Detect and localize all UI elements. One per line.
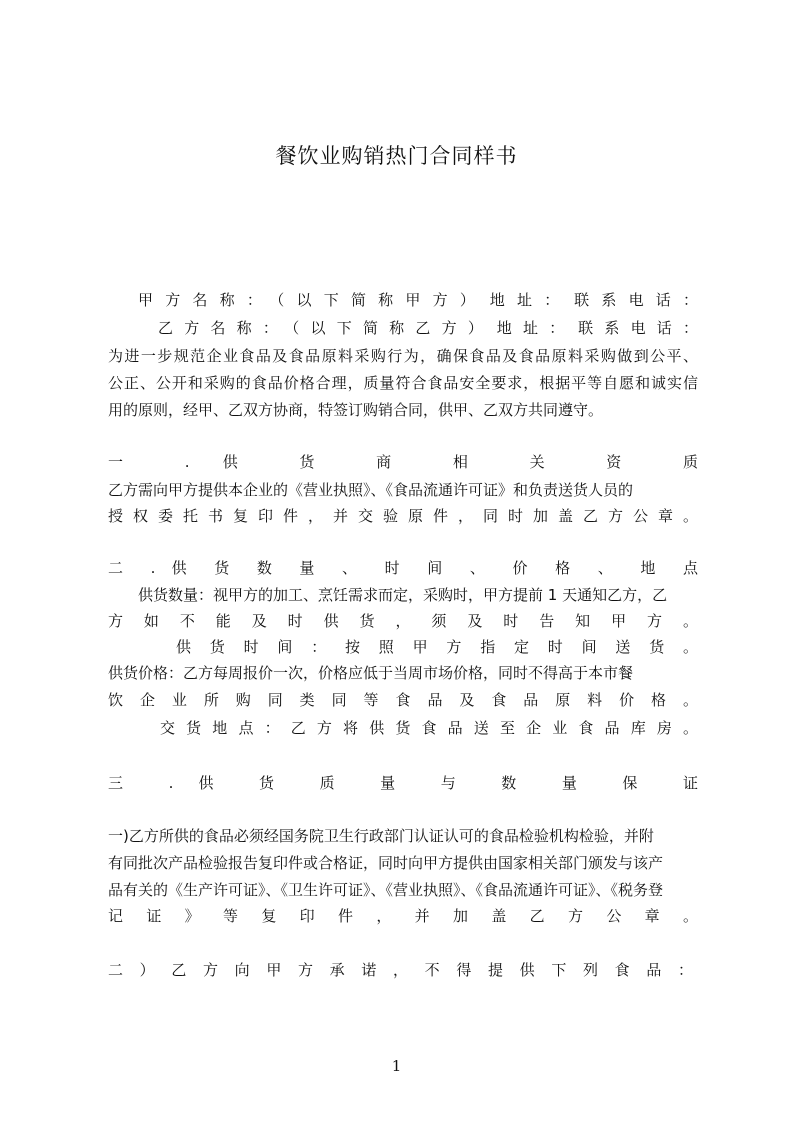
party-a-line: 甲 方 名 称 ： （ 以 下 简 称 甲 方 ） 地 址 ： 联 系 电 话 ：	[138, 291, 698, 309]
section-3-line: 记 证 》 等 复 印 件 ， 并 加 盖 乙 方 公 章 。	[108, 907, 698, 925]
section-2-line: 供货数量：视甲方的加工、烹饪需求而定，采购时，甲方提前 1 天通知乙方，乙	[138, 586, 668, 604]
section-2-line: 饮 企 业 所 购 同 类 同 等 食 品 及 食 品 原 料 价 格 。	[108, 691, 698, 709]
section-2-line: 供 货 时 间 ： 按 照 甲 方 指 定 时 间 送 货 。	[176, 638, 698, 656]
section-3-heading: 三 . 供 货 质 量 与 数 量 保 证	[108, 774, 698, 792]
section-2-heading: 二 . 供 货 数 量 、 时 间 、 价 格 、 地 点	[108, 559, 698, 577]
intro-line: 公正、公开和采购的食品价格合理，质量符合食品安全要求，根据平等自愿和诚实信	[108, 374, 698, 392]
intro-line: 为进一步规范企业食品及食品原料采购行为，确保食品及食品原料采购做到公平、	[108, 347, 698, 365]
section-1-line: 授 权 委 托 书 复 印 件 ， 并 交 验 原 件 ， 同 时 加 盖 乙 方 公 章 。	[108, 507, 698, 525]
section-2-line: 方 如 不 能 及 时 供 货 ， 须 及 时 告 知 甲 方 。	[108, 612, 698, 630]
section-3-line: 有同批次产品检验报告复印件或合格证，同时向甲方提供由国家相关部门颁发与该产	[108, 854, 664, 872]
page-number: 1	[391, 1057, 402, 1075]
section-2-line: 供货价格：乙方每周报价一次，价格应低于当周市场价格，同时不得高于本市餐	[108, 664, 634, 682]
party-b-line: 乙 方 名 称 ： （ 以 下 简 称 乙 方 ） 地 址 ： 联 系 电 话 ：	[158, 319, 698, 337]
section-1-line: 乙方需向甲方提供本企业的《营业执照》、《食品流通许可证》和负责送货人员的	[108, 481, 634, 499]
intro-line: 用的原则，经甲、乙双方协商，特签订购销合同，供甲、乙双方共同遵守。	[108, 401, 604, 419]
section-3-line: 一)乙方所供的食品必须经国务院卫生行政部门认证认可的食品检验机构检验，并附	[108, 827, 654, 845]
document-title: 餐饮业购销热门合同样书	[275, 144, 518, 168]
section-2-line: 交 货 地 点 ： 乙 方 将 供 货 食 品 送 至 企 业 食 品 库 房 。	[160, 719, 698, 737]
section-3-line: 二 ） 乙 方 向 甲 方 承 诺 ， 不 得 提 供 下 列 食 品 ：	[108, 961, 693, 979]
section-3-line: 品有关的《生产许可证》、《卫生许可证》、《营业执照》、《食品流通许可证》、《税务登	[108, 881, 664, 899]
section-1-heading: 一 . 供 货 商 相 关 资 质	[108, 453, 698, 471]
